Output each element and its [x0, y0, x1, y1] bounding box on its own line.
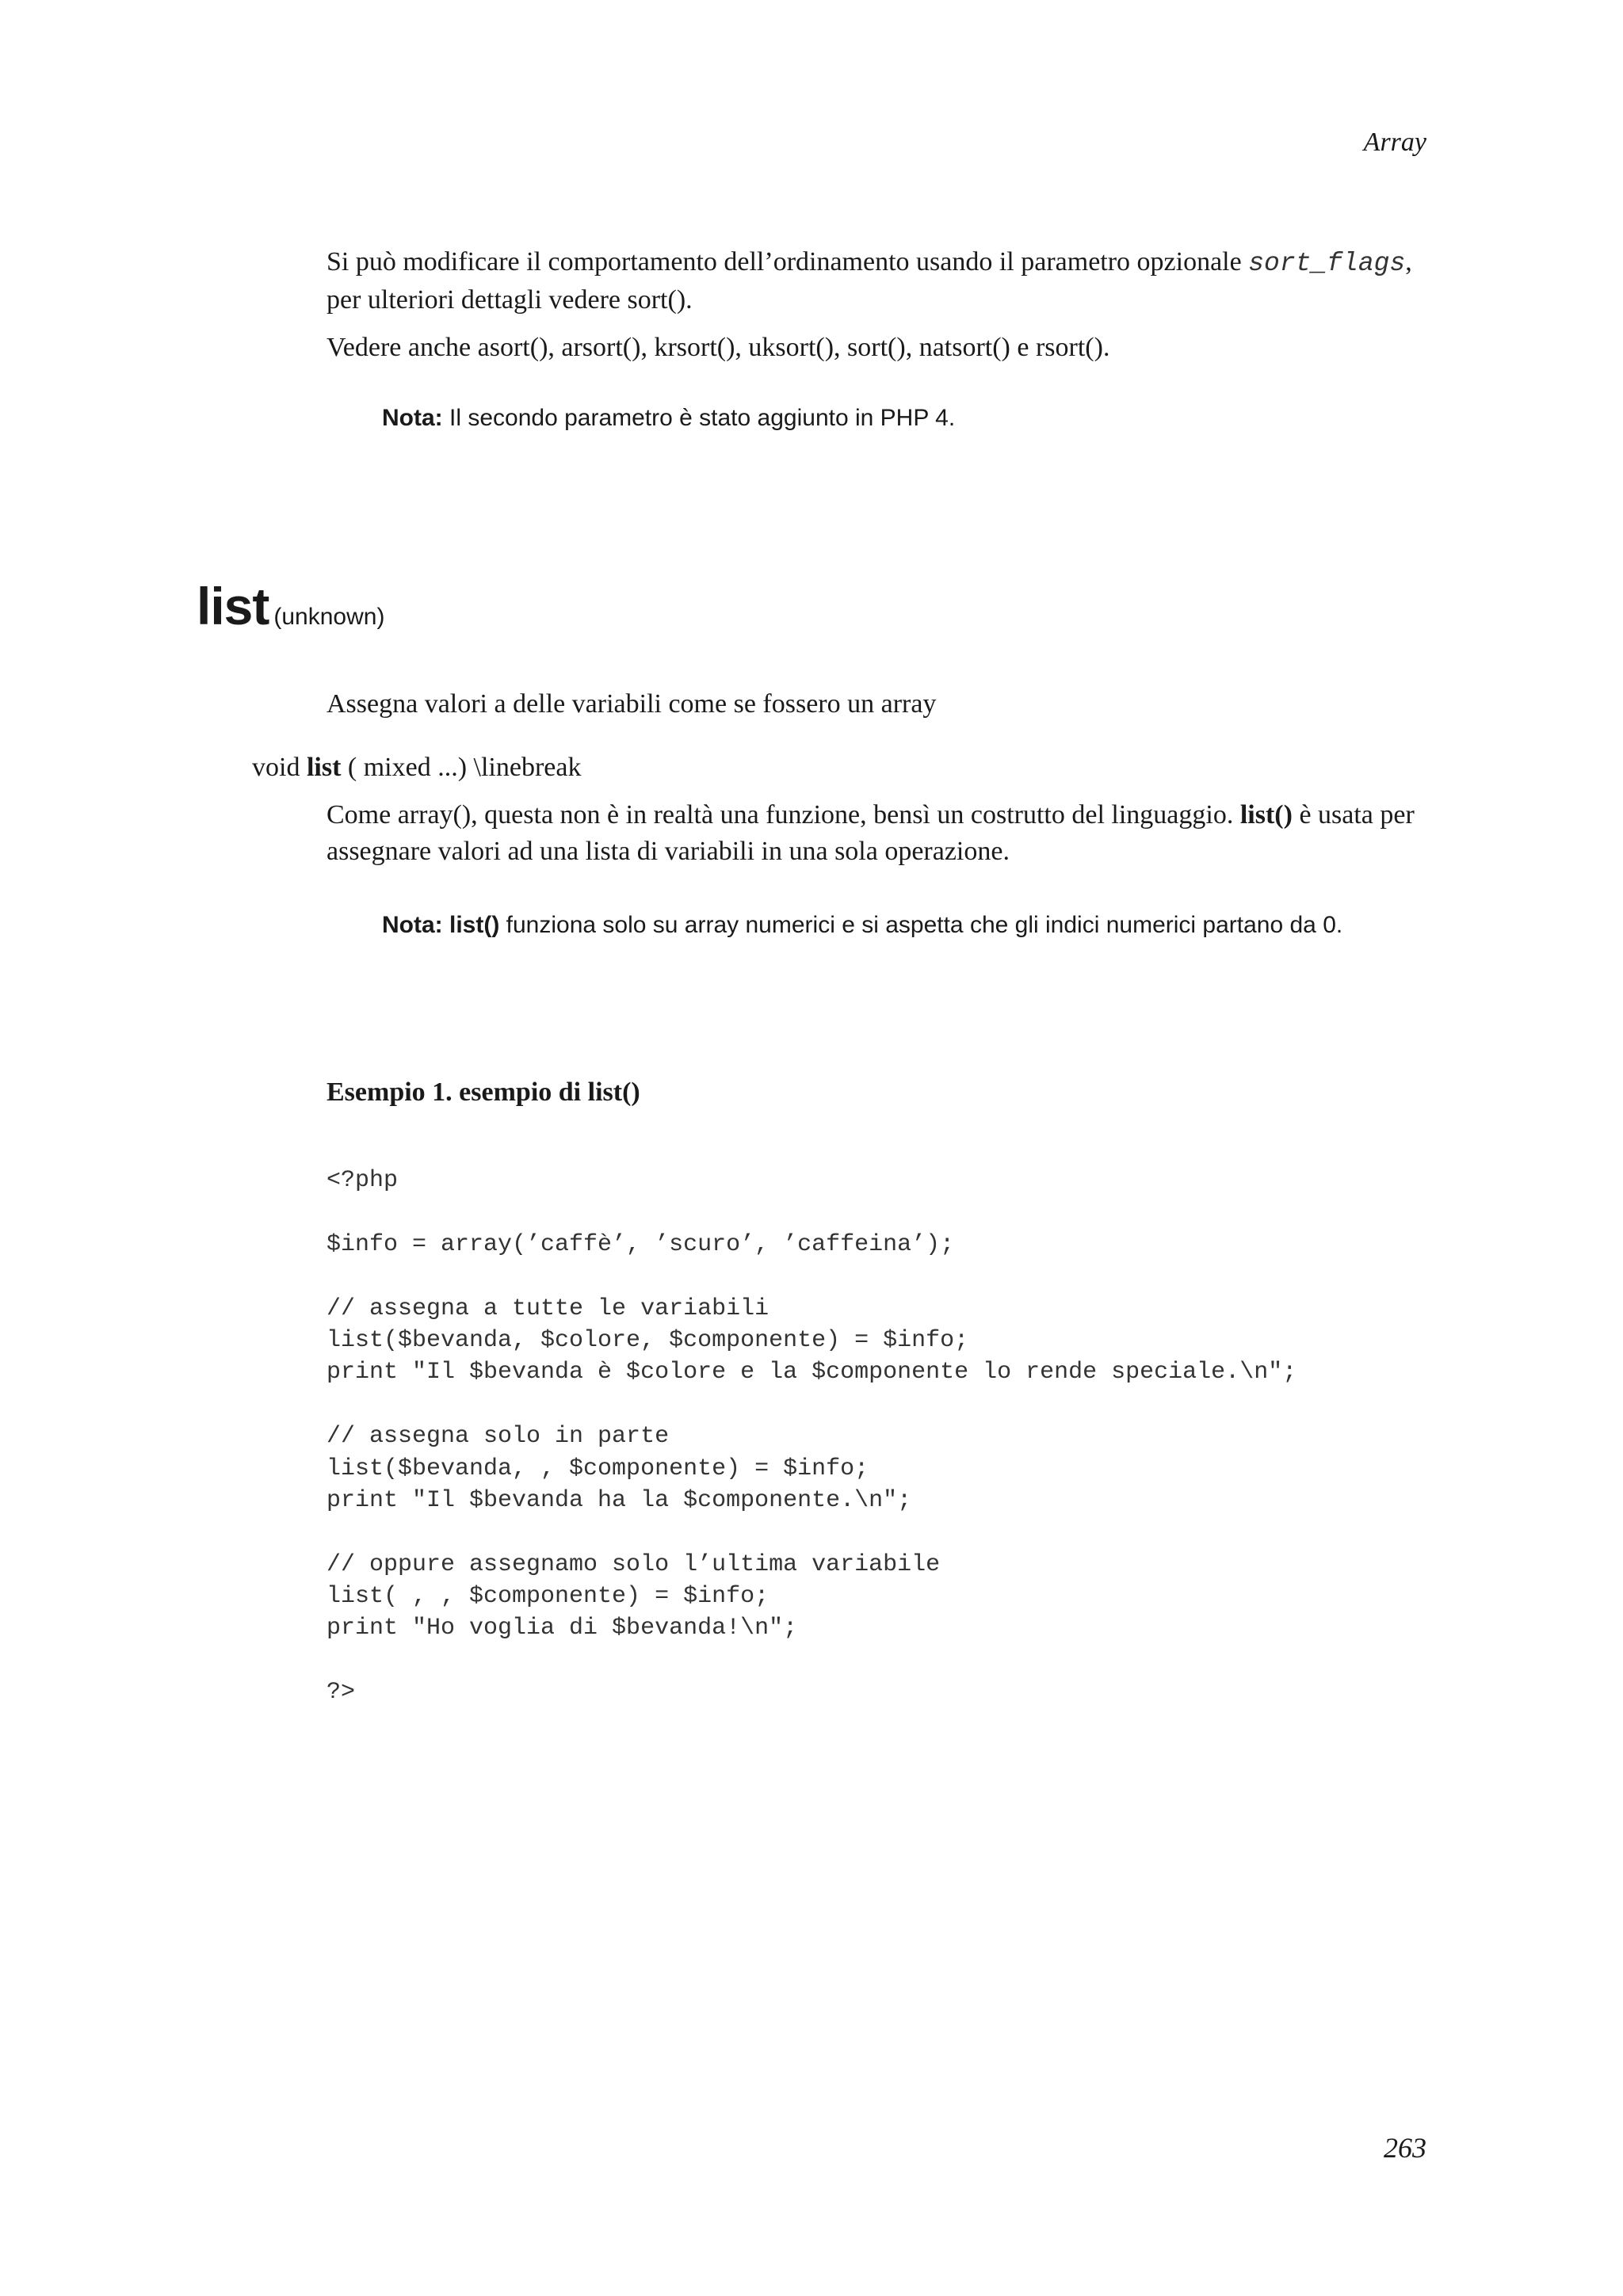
sort-flags-line2: per ulteriori dettagli vedere sort().	[327, 285, 693, 315]
synopsis-type: void	[252, 753, 307, 782]
function-purpose: Assegna valori a delle variabili come se fossero un array	[327, 689, 937, 719]
desc-func: list()	[1239, 800, 1293, 830]
code-line: // assegna solo in parte	[327, 1423, 670, 1451]
code-line	[327, 1645, 1296, 1676]
code-line: print "Ho voglia di $bevanda!\n";	[327, 1615, 798, 1642]
function-synopsis	[252, 749, 581, 786]
code-line: list($bevanda, , $componente) = $info;	[327, 1455, 869, 1482]
example-title: Esempio 1. esempio di list()	[327, 1077, 640, 1107]
code-line: $info = array(’caffè’, ’scuro’, ’caffeina’);	[327, 1230, 955, 1258]
code-line: // oppure assegnamo solo l’ultima variabile	[327, 1550, 941, 1578]
code-line	[327, 1261, 1296, 1292]
sort-flags-param: sort_flags	[1248, 249, 1406, 278]
synopsis-args: ( mixed ...) \linebreak	[341, 753, 582, 782]
desc-part-a: Come array(), questa non è in realtà una funzione, bensì un costrutto del linguaggio.	[327, 800, 1240, 830]
code-line: print "Il $bevanda è $colore e la $componente lo rende speciale.\n";	[327, 1359, 1297, 1386]
code-line	[327, 1196, 1296, 1228]
see-also-paragraph: Vedere anche asort(), arsort(), krsort(), uksort(), sort(), natsort() e rsort().	[327, 333, 1110, 362]
sort-flags-text: Si può modificare il comportamento dell’ordinamento usando il parametro opzionale	[327, 247, 1249, 277]
sort-flags-tail: ,	[1405, 247, 1412, 277]
note-list-text: funziona solo su array numerici e si aspetta che gli indici numerici partano da 0.	[499, 912, 1343, 938]
code-line	[327, 1389, 1296, 1421]
code-line: // assegna a tutte le variabili	[327, 1295, 769, 1322]
code-line: <?php	[327, 1167, 399, 1194]
function-description	[327, 797, 1436, 870]
desc-part-c: è usata per	[1292, 800, 1415, 830]
page-number: 263	[1384, 2132, 1426, 2164]
desc-line2: assegnare valori ad una lista di variabili in una sola operazione.	[327, 837, 1010, 866]
code-block	[327, 1165, 1296, 1709]
running-header: Array	[1363, 128, 1426, 157]
note-list	[382, 910, 1491, 941]
note-list-func: list()	[442, 912, 500, 938]
sort-flags-paragraph	[327, 244, 1436, 318]
code-line: list( , , $componente) = $info;	[327, 1583, 769, 1611]
code-line: print "Il $bevanda ha la $componente.\n";	[327, 1486, 912, 1514]
note-list-label: Nota:	[382, 912, 443, 938]
note-text: Il secondo parametro è stato aggiunto in PHP 4.	[442, 405, 956, 431]
code-line: list($bevanda, $colore, $componente) = $info;	[327, 1326, 969, 1354]
code-line: ?>	[327, 1679, 356, 1707]
section-title	[197, 578, 384, 649]
synopsis-function: list	[306, 753, 342, 782]
function-version: (unknown)	[273, 604, 385, 630]
note-php4	[382, 402, 1491, 434]
function-name: list	[197, 577, 269, 635]
note-label: Nota:	[382, 405, 443, 431]
code-line	[327, 1516, 1296, 1548]
